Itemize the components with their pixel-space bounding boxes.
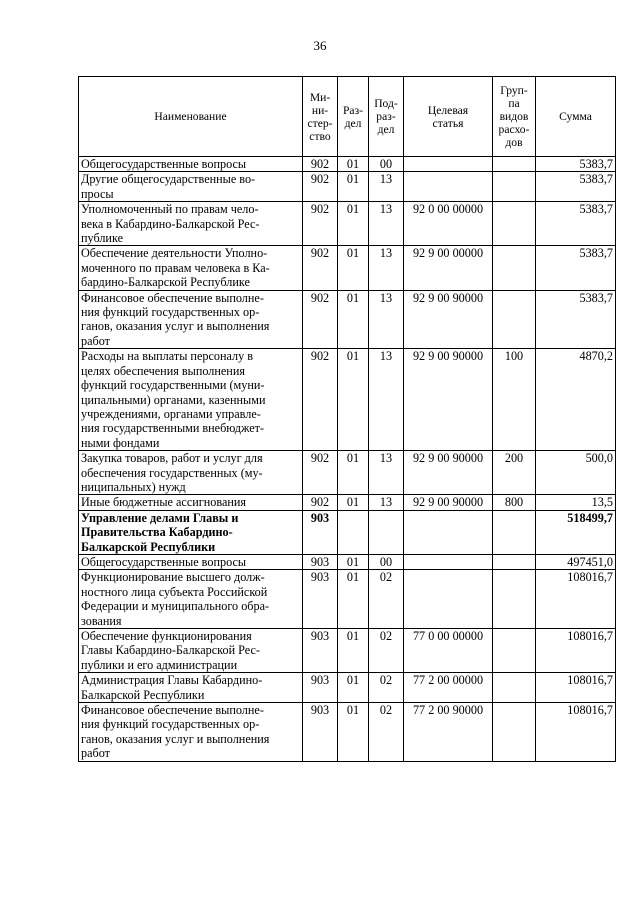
- cell-section: 01: [338, 451, 369, 495]
- cell-group: [493, 290, 536, 349]
- table-row: [79, 554, 616, 569]
- table-row: [79, 570, 616, 629]
- cell-amount: 5383,7: [536, 157, 616, 172]
- cell-name: Закупка товаров, работ и услуг для обеспечения государственных (му- ниципальных) нужд: [79, 451, 303, 495]
- cell-subsection: 00: [369, 554, 404, 569]
- cell-group: [493, 673, 536, 703]
- cell-subsection: 02: [369, 703, 404, 762]
- cell-subsection: 13: [369, 451, 404, 495]
- cell-target: 92 9 00 90000: [404, 349, 493, 451]
- cell-group: [493, 703, 536, 762]
- cell-section: 01: [338, 570, 369, 629]
- cell-section: 01: [338, 703, 369, 762]
- cell-group: [493, 172, 536, 202]
- cell-amount: 108016,7: [536, 703, 616, 762]
- cell-target: 77 0 00 00000: [404, 629, 493, 673]
- cell-amount: 108016,7: [536, 629, 616, 673]
- header-subsection: [369, 77, 404, 157]
- cell-group: [493, 570, 536, 629]
- cell-ministry: 902: [303, 172, 338, 202]
- cell-ministry: 903: [303, 570, 338, 629]
- cell-ministry: 902: [303, 349, 338, 451]
- table-row: [79, 202, 616, 246]
- cell-group: [493, 629, 536, 673]
- cell-subsection: 02: [369, 570, 404, 629]
- cell-amount: 5383,7: [536, 172, 616, 202]
- table-row: [79, 349, 616, 451]
- table-row: [79, 629, 616, 673]
- cell-name: Финансовое обеспечение выполне- ния функций государственных ор- ганов, оказания услуг и выполнения работ: [79, 290, 303, 349]
- table-row: [79, 290, 616, 349]
- cell-subsection: 02: [369, 629, 404, 673]
- header-target-label: Целевая статья: [427, 103, 469, 130]
- cell-group: [493, 554, 536, 569]
- cell-target: 92 9 00 90000: [404, 495, 493, 510]
- cell-subsection: 13: [369, 290, 404, 349]
- header-subsection-label: Под- раз- дел: [374, 97, 398, 136]
- cell-target: [404, 570, 493, 629]
- cell-subsection: 13: [369, 349, 404, 451]
- cell-target: [404, 554, 493, 569]
- cell-name: Обеспечение деятельности Уполно- моченного по правам человека в Ка- бардино-Балкарской Республике: [79, 246, 303, 290]
- cell-group: 200: [493, 451, 536, 495]
- cell-subsection: 13: [369, 202, 404, 246]
- table-row: [79, 172, 616, 202]
- cell-ministry: 902: [303, 495, 338, 510]
- cell-amount: 5383,7: [536, 290, 616, 349]
- cell-section: 01: [338, 629, 369, 673]
- page-number: 36: [313, 38, 327, 53]
- cell-target: [404, 172, 493, 202]
- cell-amount: 518499,7: [536, 510, 616, 554]
- cell-section: [338, 510, 369, 554]
- cell-name: Уполномоченный по правам чело- века в Кабардино-Балкарской Рес- публике: [79, 202, 303, 246]
- cell-ministry: 902: [303, 451, 338, 495]
- cell-amount: 108016,7: [536, 673, 616, 703]
- header-name: [79, 77, 303, 157]
- header-section: [338, 77, 369, 157]
- cell-target: 92 9 00 00000: [404, 246, 493, 290]
- cell-ministry: 903: [303, 629, 338, 673]
- cell-group: [493, 510, 536, 554]
- cell-subsection: 13: [369, 246, 404, 290]
- cell-target: [404, 510, 493, 554]
- cell-amount: 4870,2: [536, 349, 616, 451]
- cell-amount: 500,0: [536, 451, 616, 495]
- cell-name: Общегосударственные вопросы: [79, 157, 303, 172]
- cell-target: [404, 157, 493, 172]
- header-ministry-label: Ми- ни- стер- ство: [307, 90, 333, 143]
- cell-group: [493, 246, 536, 290]
- cell-group: [493, 202, 536, 246]
- cell-subsection: 00: [369, 157, 404, 172]
- cell-amount: 5383,7: [536, 202, 616, 246]
- cell-amount: 5383,7: [536, 246, 616, 290]
- cell-section: 01: [338, 495, 369, 510]
- cell-section: 01: [338, 157, 369, 172]
- cell-ministry: 903: [303, 554, 338, 569]
- cell-subsection: 13: [369, 495, 404, 510]
- cell-name: Расходы на выплаты персоналу в целях обеспечения выполнения функций государственными (муни- ципальными) органами, казенными учреждениями, органами управле- ния государственными внебюджет- ными фондами: [79, 349, 303, 451]
- table-row: [79, 495, 616, 510]
- cell-amount: 497451,0: [536, 554, 616, 569]
- cell-target: 92 0 00 00000: [404, 202, 493, 246]
- cell-amount: 108016,7: [536, 570, 616, 629]
- cell-target: 92 9 00 90000: [404, 451, 493, 495]
- cell-group: 100: [493, 349, 536, 451]
- cell-target: 77 2 00 00000: [404, 673, 493, 703]
- cell-name: Управление делами Главы и Правительства Кабардино- Балкарской Республики: [79, 510, 303, 554]
- cell-name: Иные бюджетные ассигнования: [79, 495, 303, 510]
- cell-section: 01: [338, 290, 369, 349]
- cell-target: 92 9 00 90000: [404, 290, 493, 349]
- cell-ministry: 902: [303, 246, 338, 290]
- cell-ministry: 903: [303, 510, 338, 554]
- cell-ministry: 903: [303, 673, 338, 703]
- cell-subsection: 13: [369, 172, 404, 202]
- table-row: [79, 451, 616, 495]
- cell-section: 01: [338, 202, 369, 246]
- cell-target: 77 2 00 90000: [404, 703, 493, 762]
- cell-name: Общегосударственные вопросы: [79, 554, 303, 569]
- header-amount: [536, 77, 616, 157]
- budget-table: [78, 76, 616, 762]
- cell-section: 01: [338, 349, 369, 451]
- header-amount-label: Сумма: [559, 110, 592, 123]
- cell-group: 800: [493, 495, 536, 510]
- cell-subsection: 02: [369, 673, 404, 703]
- table-row: [79, 703, 616, 762]
- cell-ministry: 902: [303, 202, 338, 246]
- cell-group: [493, 157, 536, 172]
- cell-ministry: 902: [303, 290, 338, 349]
- header-target: [404, 77, 493, 157]
- table-row: [79, 673, 616, 703]
- header-section-label: Раз- дел: [342, 103, 364, 130]
- header-group: [493, 77, 536, 157]
- cell-name: Администрация Главы Кабардино- Балкарской Республики: [79, 673, 303, 703]
- header-row: [79, 77, 616, 157]
- cell-ministry: 902: [303, 157, 338, 172]
- cell-amount: 13,5: [536, 495, 616, 510]
- cell-section: 01: [338, 554, 369, 569]
- cell-section: 01: [338, 673, 369, 703]
- cell-name: Другие общегосударственные во- просы: [79, 172, 303, 202]
- table-row: [79, 510, 616, 554]
- cell-section: 01: [338, 172, 369, 202]
- cell-name: Функционирование высшего долж- ностного лица субъекта Российской Федерации и муниципального обра- зования: [79, 570, 303, 629]
- table-body: [79, 157, 616, 762]
- cell-section: 01: [338, 246, 369, 290]
- cell-name: Финансовое обеспечение выполне- ния функций государственных ор- ганов, оказания услуг и выполнения работ: [79, 703, 303, 762]
- table-row: [79, 246, 616, 290]
- cell-name: Обеспечение функционирования Главы Кабардино-Балкарской Рес- публики и его администрации: [79, 629, 303, 673]
- table-row: [79, 157, 616, 172]
- header-ministry: [303, 77, 338, 157]
- header-name-label: Наименование: [154, 110, 227, 123]
- cell-ministry: 903: [303, 703, 338, 762]
- header-group-label: Груп- па видов расхо- дов: [498, 84, 530, 149]
- cell-subsection: [369, 510, 404, 554]
